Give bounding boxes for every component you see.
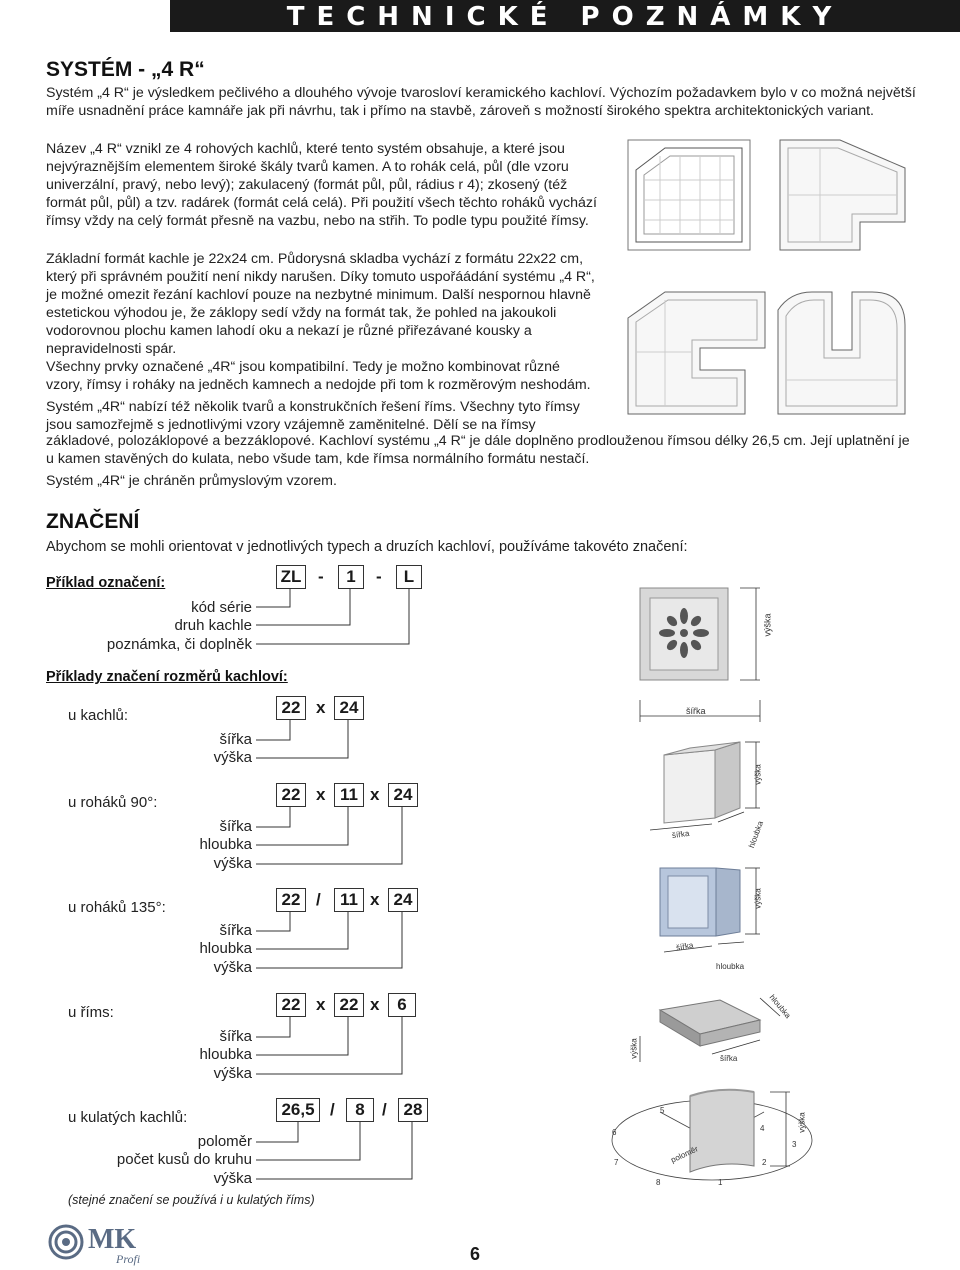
example-box-type: 1 xyxy=(338,565,364,589)
row-corner135-desc-height: výška xyxy=(213,959,252,976)
page-number: 6 xyxy=(470,1244,481,1264)
paragraph-intro: Systém „4 R“ je výsledkem pečlivého a dlouhého vývoje tvarosloví keramického kachloví. Výchozím požadavkem bylo v co možná největší míře usnadnění práce kamnáře jak při návrhu, tak i přímo na stavbě, zároveň s možností širokého spektra architektonických variant. xyxy=(46,85,916,119)
paragraph-rims-b: základové, polozáklopové a bezzáklopové. Kachloví systému „4 R“ je dále doplněno prodlouženou římsou délky 26,5 cm. Její uplatnění je u kamen stavěných do kulata, nebo všude tam, kde římsa normálního formátu nestačí. xyxy=(46,433,910,467)
circle-number-1: 1 xyxy=(718,1178,723,1187)
paragraph-rims-a: Systém „4R“ nabízí též několik tvarů a konstrukčních řešení říms. Všechny tyto římsy jsou samozřejmě s jednotlivými vzory vzájemně zaměnitelné. Dělí se na římsy xyxy=(46,399,580,433)
example-label: Příklad označení: xyxy=(46,575,166,591)
dim-label-corner135-height: výška xyxy=(753,888,763,909)
row-rim-sep-2: x xyxy=(370,995,380,1014)
row-round-height-box: 28 xyxy=(398,1098,428,1122)
row-rim-label: u říms: xyxy=(68,1004,114,1021)
dim-label-round-height: výška xyxy=(797,1112,807,1133)
paragraph-compatibility: Všechny prvky označené „4R“ jsou kompatibilní. Tedy je možno kombinovat různé vzory, římsy i roháky na jedněch kamnech a nedojde při tom k rozměrovým neshodám. xyxy=(46,359,591,393)
dim-label-tile-height: výška xyxy=(762,613,773,637)
row-corner135-width-box: 22 xyxy=(276,888,306,912)
circle-number-2: 2 xyxy=(762,1158,767,1167)
decorative-tile-image xyxy=(640,588,728,680)
row-rim-depth-box: 22 xyxy=(334,993,364,1017)
row-corner135-desc-width: šířka xyxy=(219,922,252,939)
paragraph-name: Název „4 R“ vznikl ze 4 rohových kachlů, které tento systém obsahuje, a které jsou nejvýraznějším elementem široké škály tvarů kamen. A to rohák celá, půl (dle vzoru univerzální, pravý, nebo levý); zakulacený (formát půl, půl, rádius r 4); zkosený (též formát půl, půl) a tzv. radárek (formát celá celá). Při použití všech těchto roháků vychází římsy vždy na celý formát přesně na vazbu, nebo na střih. To podle typu použité římsy. xyxy=(46,141,597,229)
dim-label-corner135-depth: hloubka xyxy=(716,962,745,971)
row-corner135-sep-2: x xyxy=(370,890,380,909)
row-corner90-width-box: 22 xyxy=(276,783,306,807)
logo-text: MK xyxy=(88,1224,137,1255)
row-round-sep-1: / xyxy=(330,1100,335,1119)
row-round-desc-count: počet kusů do kruhu xyxy=(116,1151,252,1168)
row-corner135-depth-box: 11 xyxy=(334,888,364,912)
sizes-label: Příklady značení rozměrů kachloví: xyxy=(46,669,288,685)
row-corner90-height-box: 24 xyxy=(388,783,418,807)
row-tile-label: u kachlů: xyxy=(68,707,129,724)
row-round-desc-radius: poloměr xyxy=(197,1133,252,1150)
example-sep-2: - xyxy=(376,567,382,586)
dim-label-corner90-height: výška xyxy=(753,764,763,785)
row-rim-sep-1: x xyxy=(316,995,326,1014)
circle-number-4: 4 xyxy=(760,1124,765,1133)
row-rim-desc-width: šířka xyxy=(219,1028,252,1045)
row-corner135-desc-depth: hloubka xyxy=(199,940,252,957)
circle-number-8: 8 xyxy=(656,1178,661,1187)
circle-number-5: 5 xyxy=(660,1106,665,1115)
dim-label-rim-height: výška xyxy=(629,1038,639,1059)
example-sep-1: - xyxy=(318,567,324,586)
round-note: (stejné značení se používá i u kulatých říms) xyxy=(68,1193,315,1207)
row-corner135-height-box: 24 xyxy=(388,888,418,912)
row-corner135-label: u roháků 135°: xyxy=(68,899,166,916)
row-round-sep-2: / xyxy=(382,1100,387,1119)
row-tile-sep: x xyxy=(316,698,326,717)
row-round-radius-box: 26,5 xyxy=(276,1098,320,1122)
row-corner90-desc-height: výška xyxy=(213,855,252,872)
row-corner90-desc-depth: hloubka xyxy=(199,836,252,853)
example-desc-note: poznámka, či doplněk xyxy=(106,636,252,653)
row-corner90-depth-box: 11 xyxy=(334,783,364,807)
section-heading-marking: ZNAČENÍ xyxy=(46,510,140,533)
logo-subtext: Profi xyxy=(116,1252,141,1266)
row-corner135-sep-1: / xyxy=(316,890,321,909)
row-round-label: u kulatých kachlů: xyxy=(68,1109,188,1126)
circle-number-3: 3 xyxy=(792,1140,797,1149)
dim-label-corner90-width-top: šířka xyxy=(686,706,706,716)
corner-90-tile-image xyxy=(664,742,740,823)
rim-tile-image xyxy=(660,1000,760,1046)
section-heading-system: SYSTÉM - „4 R“ xyxy=(46,58,205,81)
example-box-note: L xyxy=(396,565,422,589)
row-corner90-sep-2: x xyxy=(370,785,380,804)
row-corner90-label: u roháků 90°: xyxy=(68,794,158,811)
dim-label-corner90-width: šířka xyxy=(671,828,690,841)
dim-label-corner135-width: šířka xyxy=(675,940,694,953)
row-corner90-sep-1: x xyxy=(316,785,326,804)
paragraph-format: Základní formát kachle je 22x24 cm. Půdorysná skladba vychází z formátu 22x22 cm, který při správném použití není nikdy narušen. Díky tomuto uspořáádání systému „4 R“, je možné omezit řezání kachloví pouze na nezbytné minimum. Další nespornou hlavně estetickou výhodou je, že záklopy sedí vždy na formát tak, že pohled na jakoukoli vodorovnou plochu kamen lahodí oku a nekazí je různé přiřezávané kousky a nepravidelnosti spár. xyxy=(46,251,595,357)
paragraph-protection: Systém „4R“ je chráněn průmyslovým vzorem. xyxy=(46,473,337,489)
row-rim-desc-depth: hloubka xyxy=(199,1046,252,1063)
dim-label-round-radius: poloměr xyxy=(669,1144,700,1165)
row-rim-desc-height: výška xyxy=(213,1065,252,1082)
row-round-desc-height: výška xyxy=(213,1170,252,1187)
example-box-series: ZL xyxy=(276,565,306,589)
row-corner90-desc-width: šířka xyxy=(219,818,252,835)
row-rim-height-box: 6 xyxy=(388,993,416,1017)
dim-label-corner90-depth: hloubka xyxy=(746,819,766,850)
row-tile-desc-width: šířka xyxy=(219,731,252,748)
company-logo xyxy=(46,1222,156,1266)
circle-number-7: 7 xyxy=(614,1158,619,1167)
paragraph-marking-intro: Abychom se mohli orientovat v jednotlivých typech a druzích kachloví, používáme takovéto značení: xyxy=(46,539,688,555)
row-round-count-box: 8 xyxy=(346,1098,374,1122)
round-tile-image xyxy=(612,1090,812,1180)
corner-135-tile-image xyxy=(660,868,740,936)
dim-label-rim-depth: hloubka xyxy=(767,992,793,1021)
page-header-title: TECHNICKÉ POZNÁMKY xyxy=(286,2,844,32)
circle-number-6: 6 xyxy=(612,1128,617,1137)
dim-label-rim-width: šířka xyxy=(720,1054,738,1063)
example-desc-series: kód série xyxy=(191,599,252,616)
row-tile-width-box: 22 xyxy=(276,696,306,720)
row-tile-height-box: 24 xyxy=(334,696,364,720)
example-desc-type: druh kachle xyxy=(174,617,252,634)
row-rim-width-box: 22 xyxy=(276,993,306,1017)
row-tile-desc-height: výška xyxy=(213,749,252,766)
